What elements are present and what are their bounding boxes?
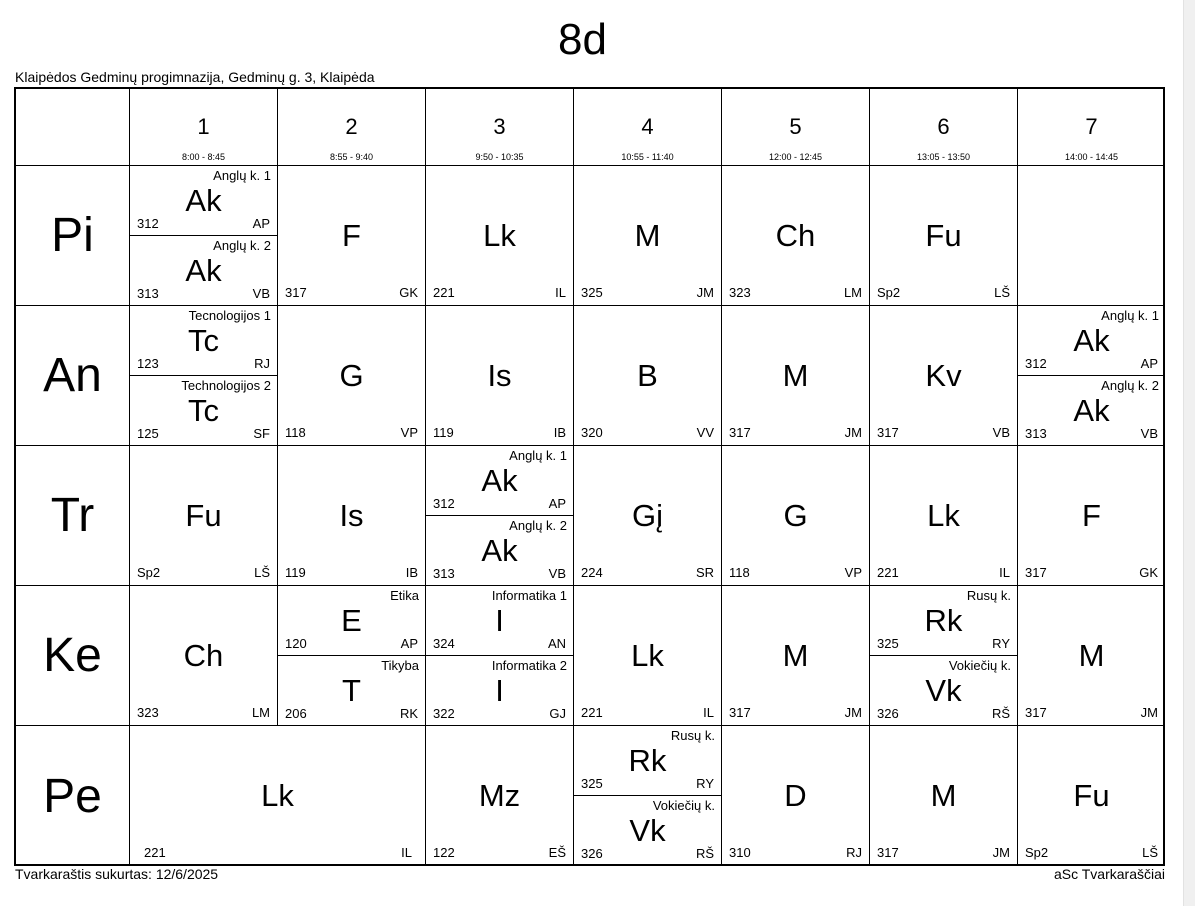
room-number: 221 bbox=[144, 845, 166, 860]
room-number: 122 bbox=[433, 845, 455, 860]
lesson-content bbox=[870, 166, 1017, 306]
subject-code: Ch bbox=[183, 638, 224, 673]
lesson-content bbox=[426, 306, 573, 446]
teacher-initials: LŠ bbox=[254, 565, 270, 580]
teacher-initials: LŠ bbox=[1142, 845, 1158, 860]
subject-code: Is bbox=[487, 358, 512, 393]
lesson-content bbox=[278, 446, 425, 586]
lesson-half[interactable] bbox=[426, 656, 573, 726]
lesson-cell[interactable] bbox=[722, 166, 870, 306]
subject-code: Ak bbox=[1073, 323, 1110, 358]
teacher-initials: JM bbox=[992, 845, 1010, 860]
teacher-initials: IL bbox=[999, 565, 1010, 580]
subject-code: Lk bbox=[631, 638, 664, 673]
period-header bbox=[278, 89, 426, 166]
room-number: 224 bbox=[581, 565, 603, 580]
subject-code: Ak bbox=[185, 183, 222, 218]
lesson-cell[interactable] bbox=[130, 726, 426, 866]
subject-code: I bbox=[495, 603, 504, 638]
lesson-cell[interactable] bbox=[426, 726, 574, 866]
group-name: Etika bbox=[390, 588, 419, 603]
subject-code: M bbox=[1078, 638, 1105, 673]
day-label: Tr bbox=[16, 446, 130, 586]
teacher-initials: IB bbox=[405, 565, 418, 580]
period-number: 1 bbox=[197, 114, 210, 139]
room-number: 221 bbox=[581, 705, 603, 720]
room-number: 313 bbox=[433, 566, 455, 581]
subject-code: B bbox=[637, 358, 658, 393]
teacher-initials: RŠ bbox=[695, 846, 714, 861]
group-name: Anglų k. 2 bbox=[1101, 378, 1159, 393]
subject-code: Lk bbox=[927, 498, 960, 533]
room-number: 324 bbox=[433, 636, 455, 651]
lesson-cell[interactable] bbox=[574, 306, 722, 446]
room-number: 313 bbox=[1025, 426, 1047, 441]
subject-code: E bbox=[341, 603, 362, 638]
room-number: 119 bbox=[433, 425, 454, 440]
lesson-cell[interactable] bbox=[130, 446, 278, 586]
room-number: 317 bbox=[877, 425, 899, 440]
teacher-initials: GK bbox=[1139, 565, 1158, 580]
teacher-initials: SR bbox=[695, 565, 714, 580]
lesson-cell[interactable] bbox=[870, 446, 1018, 586]
teacher-initials: JM bbox=[696, 285, 714, 300]
lesson-half[interactable] bbox=[870, 586, 1017, 656]
room-number: 326 bbox=[581, 846, 603, 861]
period-time: 10:55 - 11:40 bbox=[621, 152, 674, 162]
subject-code: M bbox=[782, 638, 809, 673]
lesson-cell[interactable] bbox=[426, 446, 574, 586]
lesson-half[interactable] bbox=[130, 166, 277, 236]
day-label: Pi bbox=[16, 166, 130, 306]
subject-code: F bbox=[1082, 498, 1101, 533]
teacher-initials: RY bbox=[696, 776, 714, 791]
subject-code: Tc bbox=[188, 323, 219, 358]
teacher-initials: AP bbox=[400, 636, 418, 651]
lesson-content bbox=[574, 586, 721, 726]
subject-code: Fu bbox=[1073, 778, 1110, 813]
lesson-half[interactable] bbox=[574, 796, 721, 866]
group-name: Vokiečių k. bbox=[652, 798, 715, 813]
lesson-content bbox=[130, 726, 425, 866]
lesson-content bbox=[870, 306, 1017, 446]
school-name: Klaipėdos Gedminų progimnazija, Gedminų g. 3, Klaipėda bbox=[15, 69, 375, 85]
room-number: 325 bbox=[581, 285, 603, 300]
period-header bbox=[130, 89, 278, 166]
room-number: 325 bbox=[581, 776, 603, 791]
lesson-half[interactable] bbox=[426, 446, 573, 516]
room-number: 317 bbox=[877, 845, 899, 860]
group-name: Vokiečių k. bbox=[948, 658, 1011, 673]
room-number: 317 bbox=[1025, 705, 1047, 720]
teacher-initials: LM bbox=[251, 705, 270, 720]
empty-cell bbox=[1018, 166, 1165, 306]
app-credit: aSc Tvarkaraščiai bbox=[1053, 866, 1165, 882]
room-number: 323 bbox=[729, 285, 751, 300]
lesson-content bbox=[1018, 726, 1165, 866]
room-number: 320 bbox=[581, 425, 603, 440]
lesson-content bbox=[278, 306, 425, 446]
lesson-content bbox=[870, 446, 1017, 586]
teacher-initials: GJ bbox=[549, 706, 566, 721]
period-time: 8:55 - 9:40 bbox=[329, 152, 374, 162]
teacher-initials: LM bbox=[843, 285, 862, 300]
subject-code: Mz bbox=[478, 778, 521, 813]
period-time: 12:00 - 12:45 bbox=[768, 152, 823, 162]
teacher-initials: AP bbox=[548, 496, 566, 511]
lesson-half[interactable] bbox=[278, 656, 425, 726]
lesson-half[interactable] bbox=[870, 656, 1017, 726]
lesson-half[interactable] bbox=[130, 236, 277, 306]
lesson-cell[interactable] bbox=[870, 166, 1018, 306]
lesson-content bbox=[130, 586, 277, 726]
subject-code: Ak bbox=[481, 463, 518, 498]
teacher-initials: JM bbox=[844, 425, 862, 440]
lesson-cell[interactable] bbox=[574, 446, 722, 586]
lesson-cell[interactable] bbox=[722, 446, 870, 586]
group-name: Technologijos 2 bbox=[181, 378, 271, 393]
subject-code: Ak bbox=[185, 253, 222, 288]
period-number: 6 bbox=[937, 114, 950, 139]
subject-code: I bbox=[495, 673, 504, 708]
teacher-initials: AP bbox=[1140, 356, 1158, 371]
lesson-cell[interactable] bbox=[1018, 726, 1165, 866]
group-name: Anglų k. 2 bbox=[509, 518, 567, 533]
group-name: Anglų k. 1 bbox=[213, 168, 271, 183]
lesson-content bbox=[722, 446, 869, 586]
period-number: 7 bbox=[1085, 114, 1098, 139]
subject-code: Fu bbox=[185, 498, 222, 533]
teacher-initials: VB bbox=[1140, 426, 1158, 441]
period-header bbox=[722, 89, 870, 166]
lesson-content bbox=[870, 726, 1017, 866]
lesson-content bbox=[574, 166, 721, 306]
lesson-cell[interactable] bbox=[574, 586, 722, 726]
teacher-initials: VB bbox=[992, 425, 1010, 440]
lesson-content bbox=[574, 446, 721, 586]
period-time: 13:05 - 13:50 bbox=[916, 152, 971, 162]
lesson-half[interactable] bbox=[1018, 376, 1165, 446]
lesson-cell[interactable] bbox=[130, 166, 278, 306]
lesson-cell[interactable] bbox=[722, 586, 870, 726]
room-number: 322 bbox=[433, 706, 455, 721]
lesson-cell[interactable] bbox=[1018, 446, 1165, 586]
subject-code: Ak bbox=[1073, 393, 1110, 428]
day-label: Ke bbox=[16, 586, 130, 726]
lesson-content bbox=[426, 166, 573, 306]
subject-code: G bbox=[339, 358, 364, 393]
subject-code: M bbox=[930, 778, 957, 813]
teacher-initials: VP bbox=[844, 565, 862, 580]
room-number: 221 bbox=[877, 565, 899, 580]
lesson-half[interactable] bbox=[130, 306, 277, 376]
room-number: 317 bbox=[729, 705, 751, 720]
corner-cell bbox=[16, 89, 130, 166]
group-name: Rusų k. bbox=[966, 588, 1011, 603]
subject-code: Rk bbox=[628, 743, 667, 778]
teacher-initials: EŠ bbox=[548, 845, 566, 860]
subject-code: M bbox=[782, 358, 809, 393]
room-number: 326 bbox=[877, 706, 899, 721]
teacher-initials: RJ bbox=[846, 845, 862, 860]
lesson-cell[interactable] bbox=[130, 586, 278, 726]
period-number: 4 bbox=[641, 114, 654, 139]
room-number: 317 bbox=[1025, 565, 1047, 580]
subject-code: Is bbox=[339, 498, 364, 533]
period-number: 3 bbox=[493, 114, 506, 139]
room-number: 312 bbox=[433, 496, 455, 511]
teacher-initials: SF bbox=[253, 426, 270, 441]
subject-code: G bbox=[783, 498, 808, 533]
timetable-grid bbox=[14, 87, 1165, 866]
teacher-initials: RY bbox=[992, 636, 1010, 651]
subject-code: Vk bbox=[925, 673, 962, 708]
room-number: 312 bbox=[137, 216, 159, 231]
subject-code: Gį bbox=[632, 498, 663, 533]
lesson-content bbox=[574, 306, 721, 446]
group-name: Rusų k. bbox=[670, 728, 715, 743]
lesson-content bbox=[722, 586, 869, 726]
lesson-cell[interactable] bbox=[1018, 586, 1165, 726]
lesson-cell[interactable] bbox=[574, 166, 722, 306]
teacher-initials: RK bbox=[399, 706, 418, 721]
period-header bbox=[870, 89, 1018, 166]
group-name: Anglų k. 1 bbox=[1101, 308, 1159, 323]
scrollbar-track[interactable] bbox=[1183, 0, 1195, 906]
subject-code: M bbox=[634, 218, 661, 253]
teacher-initials: JM bbox=[1140, 705, 1158, 720]
lesson-cell[interactable] bbox=[870, 726, 1018, 866]
teacher-initials: VV bbox=[696, 425, 714, 440]
lesson-content bbox=[426, 726, 573, 866]
lesson-cell[interactable] bbox=[426, 166, 574, 306]
lesson-cell[interactable] bbox=[278, 446, 426, 586]
room-number: 120 bbox=[285, 636, 307, 651]
subject-code: Rk bbox=[924, 603, 963, 638]
room-number: 310 bbox=[729, 845, 751, 860]
period-time: 14:00 - 14:45 bbox=[1064, 152, 1119, 162]
lesson-cell[interactable] bbox=[1018, 306, 1165, 446]
subject-code: Ak bbox=[481, 533, 518, 568]
period-number: 5 bbox=[789, 114, 802, 139]
subject-code: Kv bbox=[925, 358, 962, 393]
room-number: 312 bbox=[1025, 356, 1047, 371]
period-header bbox=[574, 89, 722, 166]
lesson-half[interactable] bbox=[130, 376, 277, 446]
teacher-initials: LŠ bbox=[994, 285, 1010, 300]
room-number: 118 bbox=[729, 565, 750, 580]
teacher-initials: VB bbox=[548, 566, 566, 581]
teacher-initials: IL bbox=[555, 285, 566, 300]
lesson-cell[interactable] bbox=[278, 166, 426, 306]
lesson-cell[interactable] bbox=[574, 726, 722, 866]
lesson-cell[interactable] bbox=[870, 306, 1018, 446]
lesson-half[interactable] bbox=[1018, 306, 1165, 376]
room-number: 119 bbox=[285, 565, 306, 580]
group-name: Anglų k. 2 bbox=[213, 238, 271, 253]
room-number: 125 bbox=[137, 426, 159, 441]
subject-code: D bbox=[784, 778, 807, 813]
room-number: Sp2 bbox=[1025, 845, 1049, 860]
subject-code: Lk bbox=[483, 218, 516, 253]
group-name: Tikyba bbox=[381, 658, 419, 673]
teacher-initials: VB bbox=[252, 286, 270, 301]
lesson-half[interactable] bbox=[426, 586, 573, 656]
lesson-half[interactable] bbox=[426, 516, 573, 586]
subject-code: Ch bbox=[775, 218, 816, 253]
teacher-initials: VP bbox=[400, 425, 418, 440]
lesson-content bbox=[722, 166, 869, 306]
room-number: 118 bbox=[285, 425, 306, 440]
class-title: 8d bbox=[558, 15, 607, 64]
lesson-half[interactable] bbox=[574, 726, 721, 796]
lesson-content bbox=[278, 166, 425, 306]
room-number: 323 bbox=[137, 705, 159, 720]
lesson-content bbox=[722, 726, 869, 866]
teacher-initials: IL bbox=[703, 705, 714, 720]
lesson-cell[interactable] bbox=[278, 306, 426, 446]
group-name: Anglų k. 1 bbox=[509, 448, 567, 463]
created-date: Tvarkaraštis sukurtas: 12/6/2025 bbox=[15, 866, 219, 882]
subject-code: Tc bbox=[188, 393, 219, 428]
teacher-initials: RŠ bbox=[991, 706, 1010, 721]
lesson-cell[interactable] bbox=[426, 306, 574, 446]
room-number: 317 bbox=[729, 425, 751, 440]
lesson-content bbox=[1018, 446, 1165, 586]
room-number: 123 bbox=[137, 356, 159, 371]
lesson-cell[interactable] bbox=[870, 586, 1018, 726]
lesson-content bbox=[1018, 586, 1165, 726]
room-number: 317 bbox=[285, 285, 307, 300]
lesson-half[interactable] bbox=[278, 586, 425, 656]
room-number: Sp2 bbox=[877, 285, 901, 300]
period-time: 9:50 - 10:35 bbox=[475, 152, 524, 162]
group-name: Informatika 2 bbox=[491, 658, 567, 673]
subject-code: F bbox=[342, 218, 361, 253]
teacher-initials: IB bbox=[553, 425, 566, 440]
period-time: 8:00 - 8:45 bbox=[181, 152, 226, 162]
teacher-initials: AP bbox=[252, 216, 270, 231]
teacher-initials: AN bbox=[547, 636, 566, 651]
lesson-cell[interactable] bbox=[722, 726, 870, 866]
lesson-cell[interactable] bbox=[130, 306, 278, 446]
teacher-initials: RJ bbox=[254, 356, 270, 371]
subject-code: Vk bbox=[629, 813, 666, 848]
teacher-initials: IL bbox=[401, 845, 412, 860]
room-number: 313 bbox=[137, 286, 159, 301]
teacher-initials: JM bbox=[844, 705, 862, 720]
lesson-cell[interactable] bbox=[426, 586, 574, 726]
group-name: Tecnologijos 1 bbox=[188, 308, 271, 323]
subject-code: T bbox=[342, 673, 361, 708]
day-label: An bbox=[16, 306, 130, 446]
room-number: 221 bbox=[433, 285, 455, 300]
subject-code: Lk bbox=[261, 778, 294, 813]
period-header bbox=[1018, 89, 1165, 166]
room-number: Sp2 bbox=[137, 565, 161, 580]
lesson-content bbox=[130, 446, 277, 586]
lesson-content bbox=[722, 306, 869, 446]
teacher-initials: GK bbox=[399, 285, 418, 300]
period-header bbox=[426, 89, 574, 166]
group-name: Informatika 1 bbox=[491, 588, 567, 603]
lesson-cell[interactable] bbox=[722, 306, 870, 446]
room-number: 325 bbox=[877, 636, 899, 651]
subject-code: Fu bbox=[925, 218, 962, 253]
lesson-cell[interactable] bbox=[278, 586, 426, 726]
room-number: 206 bbox=[285, 706, 307, 721]
day-label: Pe bbox=[16, 726, 130, 866]
period-number: 2 bbox=[345, 114, 358, 139]
